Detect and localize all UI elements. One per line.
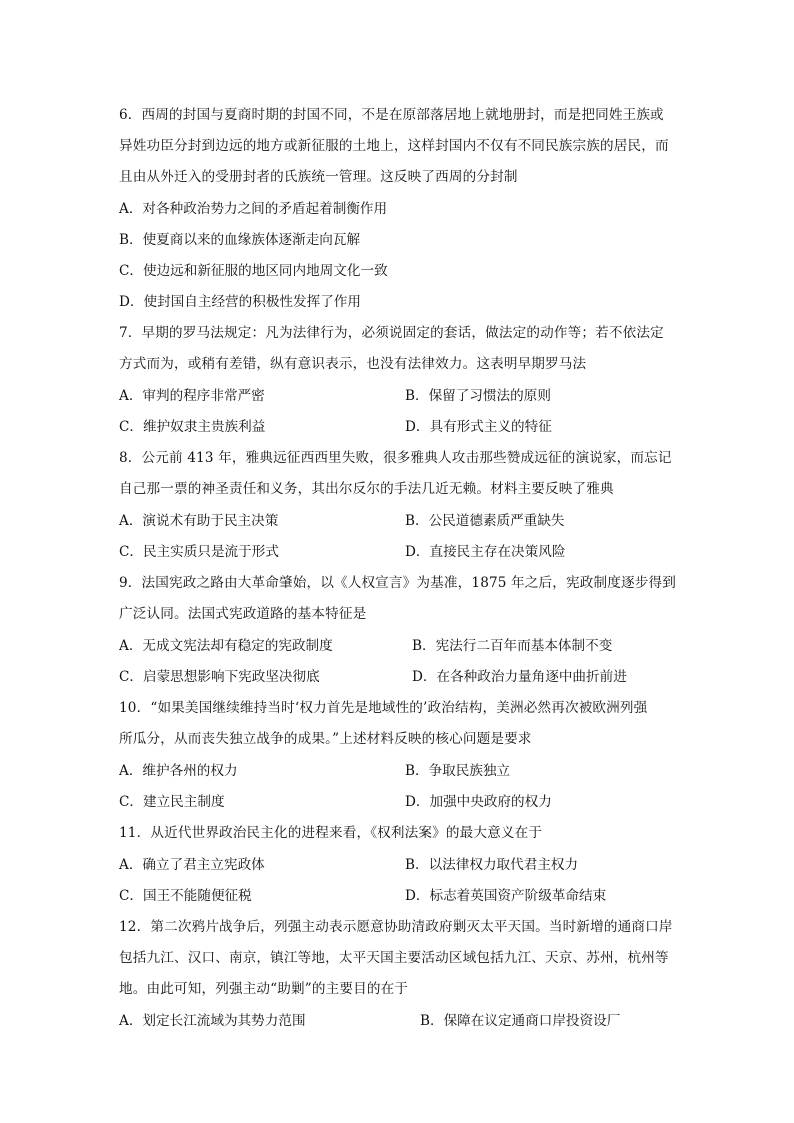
question-7-option-c: C．维护奴隶主贵族利益 [119,419,266,435]
question-11-option-d: D．标志着英国资产阶级革命结束 [405,888,607,904]
question-12-option-a: A．划定长江流域为其势力范围 [119,1013,306,1029]
question-11-option-c: C．国王不能随便征税 [119,888,252,904]
question-7-stem-line-2: 方式而为，或稍有差错，纵有意识表示，也没有法律效力。这表明早期罗马法 [119,356,587,372]
question-12-stem-line-2: 包括九江、汉口、南京，镇江等地，太平天国主要活动区域包括九江、天京、苏州，杭州等 [119,950,669,966]
question-8-option-c: C．民主实质只是流于形式 [119,544,279,560]
question-8-option-d: D．直接民主存在决策风险 [405,544,566,560]
question-9-stem-line-2: 广泛认同。法国式宪政道路的基本特征是 [119,606,367,622]
question-6-option-c: C．使边远和新征服的地区同内地周文化一致 [119,263,388,279]
question-6-option-b: B．使夏商以来的血缘族体逐渐走向瓦解 [119,232,361,248]
question-10-option-b: B．争取民族独立 [405,763,511,779]
question-12-stem-line-1: 12．第二次鸦片战争后，列强主动表示愿意协助清政府剿灭太平天国。当时新增的通商口岸 [119,919,673,935]
question-11-option-a: A．确立了君主立宪政体 [119,857,265,873]
question-6-stem-line-2: 异姓功臣分封到边远的地方或新征服的土地上，这样封国内不仅有不同民族宗族的居民，而 [119,138,669,154]
question-9-option-d: D．在各种政治力量角逐中曲折前进 [412,669,627,685]
question-10-option-d: D．加强中央政府的权力 [405,794,552,810]
question-11-stem-line-1: 11．从近代世界政治民主化的进程来看，《权利法案》的最大意义在于 [119,825,543,841]
question-8-option-b: B．公民道德素质严重缺失 [405,513,565,529]
question-10-stem-line-2: 所瓜分，从而丧失独立战争的成果。”上述材料反映的核心问题是要求 [119,731,532,747]
question-9-option-c: C．启蒙思想影响下宪政坚决彻底 [119,669,320,685]
question-12-option-b: B．保障在议定通商口岸投资设厂 [420,1013,621,1029]
question-9-stem-line-1: 9．法国宪政之路由大革命肇始，以《人权宣言》为基准，1875 年之后，宪政制度逐步得到 [119,575,676,591]
question-11-option-b: B．以法律权力取代君主权力 [405,857,579,873]
question-8-stem-line-2: 自己那一票的神圣责任和义务，其出尔反尔的手法几近无赖。材料主要反映了雅典 [119,481,614,497]
question-8-option-a: A．演说术有助于民主决策 [119,513,279,529]
question-7-stem-line-1: 7．早期的罗马法规定：凡为法律行为，必须说固定的套话，做法定的动作等；若不依法定 [119,325,664,341]
question-9-option-a: A．无成文宪法却有稳定的宪政制度 [119,638,333,654]
question-7-option-a: A．审判的程序非常严密 [119,388,265,404]
question-9-option-b: B．宪法行二百年而基本体制不变 [412,638,613,654]
question-7-option-b: B．保留了习惯法的原则 [405,388,551,404]
question-8-stem-line-1: 8．公元前 413 年，雅典远征西西里失败，很多雅典人攻击那些赞成远征的演说家，而忘记 [119,450,672,466]
question-10-stem-line-1: 10．“如果美国继续维持当时‘权力首先是地域性的’政治结构，美洲必然再次被欧洲列强 [119,700,648,716]
question-10-option-c: C．建立民主制度 [119,794,225,810]
question-7-option-d: D．具有形式主义的特征 [405,419,552,435]
question-6-option-a: A．对各种政治势力之间的矛盾起着制衡作用 [119,201,388,217]
question-12-stem-line-3: 地。由此可知，列强主动“助剿”的主要目的在于 [119,981,409,997]
question-6-stem-line-1: 6．西周的封国与夏商时期的封国不同，不是在原部落居地上就地册封，而是把同姓王族或 [119,107,664,123]
question-6-option-d: D．使封国自主经营的积极性发挥了作用 [119,294,361,310]
question-6-stem-line-3: 且由从外迁入的受册封者的氏族统一管理。这反映了西周的分封制 [119,169,518,185]
question-10-option-a: A．维护各州的权力 [119,763,238,779]
